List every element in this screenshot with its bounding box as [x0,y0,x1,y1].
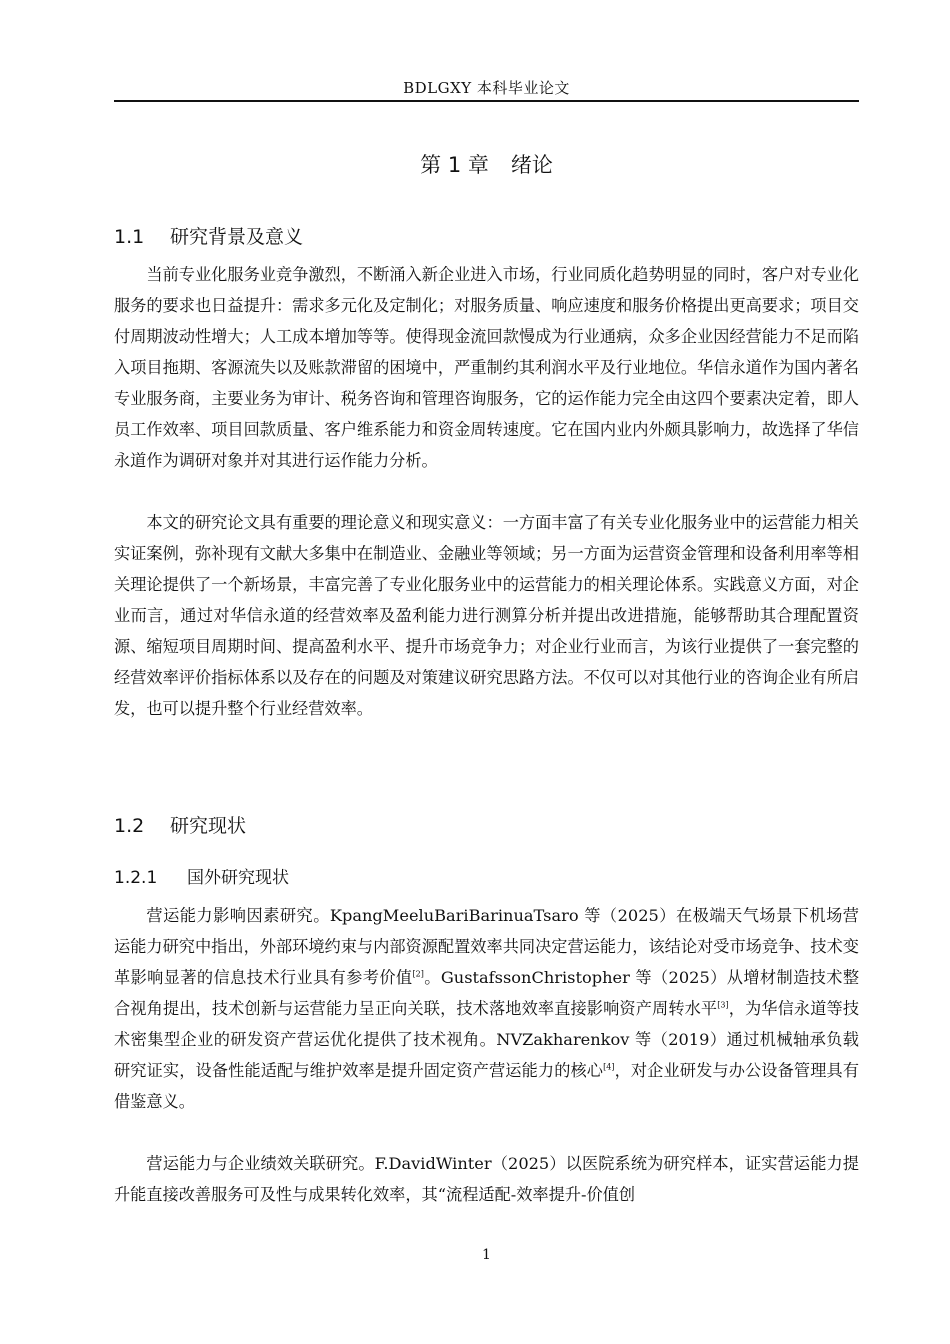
paragraph-performance-link: 营运能力与企业绩效关联研究。F.DavidWinter（2025）以医院系统为研究样本，证实营运能力提升能直接改善服务可及性与成果转化效率，其“流程适配-效率提升-价值创 [114,1154,859,1204]
paragraph-influencing-factors [114,900,859,1117]
chapter-number: 第 1 章 [420,153,489,177]
section-number: 1.2 [114,815,145,837]
chapter-name: 绪论 [510,153,553,177]
subsection-heading-1-2-1 [114,863,289,888]
text-run: 营运能力影响因素研究。KpangMeeluBariBarinuaTsaro 等（2025）在极端天气场景下机场营运能力研究中指出，外部环境约束与内部资源配置效率共同决定营运能力，该结论对受市场竞争、技术变革影响显著的信息技术行业具有参考价值 [114,906,859,987]
text-run: 。GustafssonChristopher 等（2025）从增材制造技术整合视角提出，技术创新与运营能力呈正向关联，技术落地效率直接影响资产周转水平 [114,968,860,1018]
header-rule [114,100,859,102]
section-title: 研究现状 [170,815,247,837]
section-title: 研究背景及意义 [170,226,304,248]
section-heading-1-2 [114,811,246,838]
citation-ref: [4] [603,1062,615,1072]
citation-ref: [2] [412,969,424,979]
paragraph-significance: 本文的研究论文具有重要的理论意义和现实意义：一方面丰富了有关专业化服务业中的运营能力相关实证案例，弥补现有文献大多集中在制造业、金融业等领域；另一方面为运营资金管理和设备利用率等相关理论提供了一个新场景，丰富完善了专业化服务业中的运营能力的相关理论体系。实践意义方面，对企业而言，通过对华信永道的经营效率及盈利能力进行测算分析并提出改进措施，能够帮助其合理配置资源、缩短项目周期时间、提高盈利水平、提升市场竞争力；对企业行业而言，为该行业提供了一套完整的经营效率评价指标体系以及存在的问题及对策建议研究思路方法。不仅可以对其他行业的咨询企业有所启发，也可以提升整个行业经营效率。 [114,513,859,718]
section-number: 1.1 [114,226,145,248]
subsection-title: 国外研究现状 [187,868,289,888]
running-header: BDLGXY 本科毕业论文 [403,79,570,97]
text-run: ，为华信永道等技术密集型企业的研发资产营运优化提供了技术视角。NVZakharenkov 等（2019）通过机械轴承负载研究证实，设备性能适配与维护效率是提升固定资产营运能力的核心 [114,999,860,1080]
page-number: 1 [482,1247,491,1263]
subsection-number: 1.2.1 [114,868,158,888]
text-run: ，对企业研发与办公设备管理具有借鉴意义。 [114,1061,860,1111]
chapter-title [114,149,859,179]
citation-ref: [3] [717,1000,729,1010]
paragraph-background: 当前专业化服务业竞争激烈，不断涌入新企业进入市场，行业同质化趋势明显的同时，客户对专业化服务的要求也日益提升：需求多元化及定制化；对服务质量、响应速度和服务价格提出更高要求；项目交付周期波动性增大；人工成本增加等等。使得现金流回款慢成为行业通病，众多企业因经营能力不足而陷入项目拖期、客源流失以及账款滞留的困境中，严重制约其利润水平及行业地位。华信永道作为国内著名专业服务商，主要业务为审计、税务咨询和管理咨询服务，它的运作能力完全由这四个要素决定着，即人员工作效率、项目回款质量、客户维系能力和资金周转速度。它在国内业内外颇具影响力，故选择了华信永道作为调研对象并对其进行运作能力分析。 [114,265,859,470]
section-heading-1-1 [114,222,303,249]
